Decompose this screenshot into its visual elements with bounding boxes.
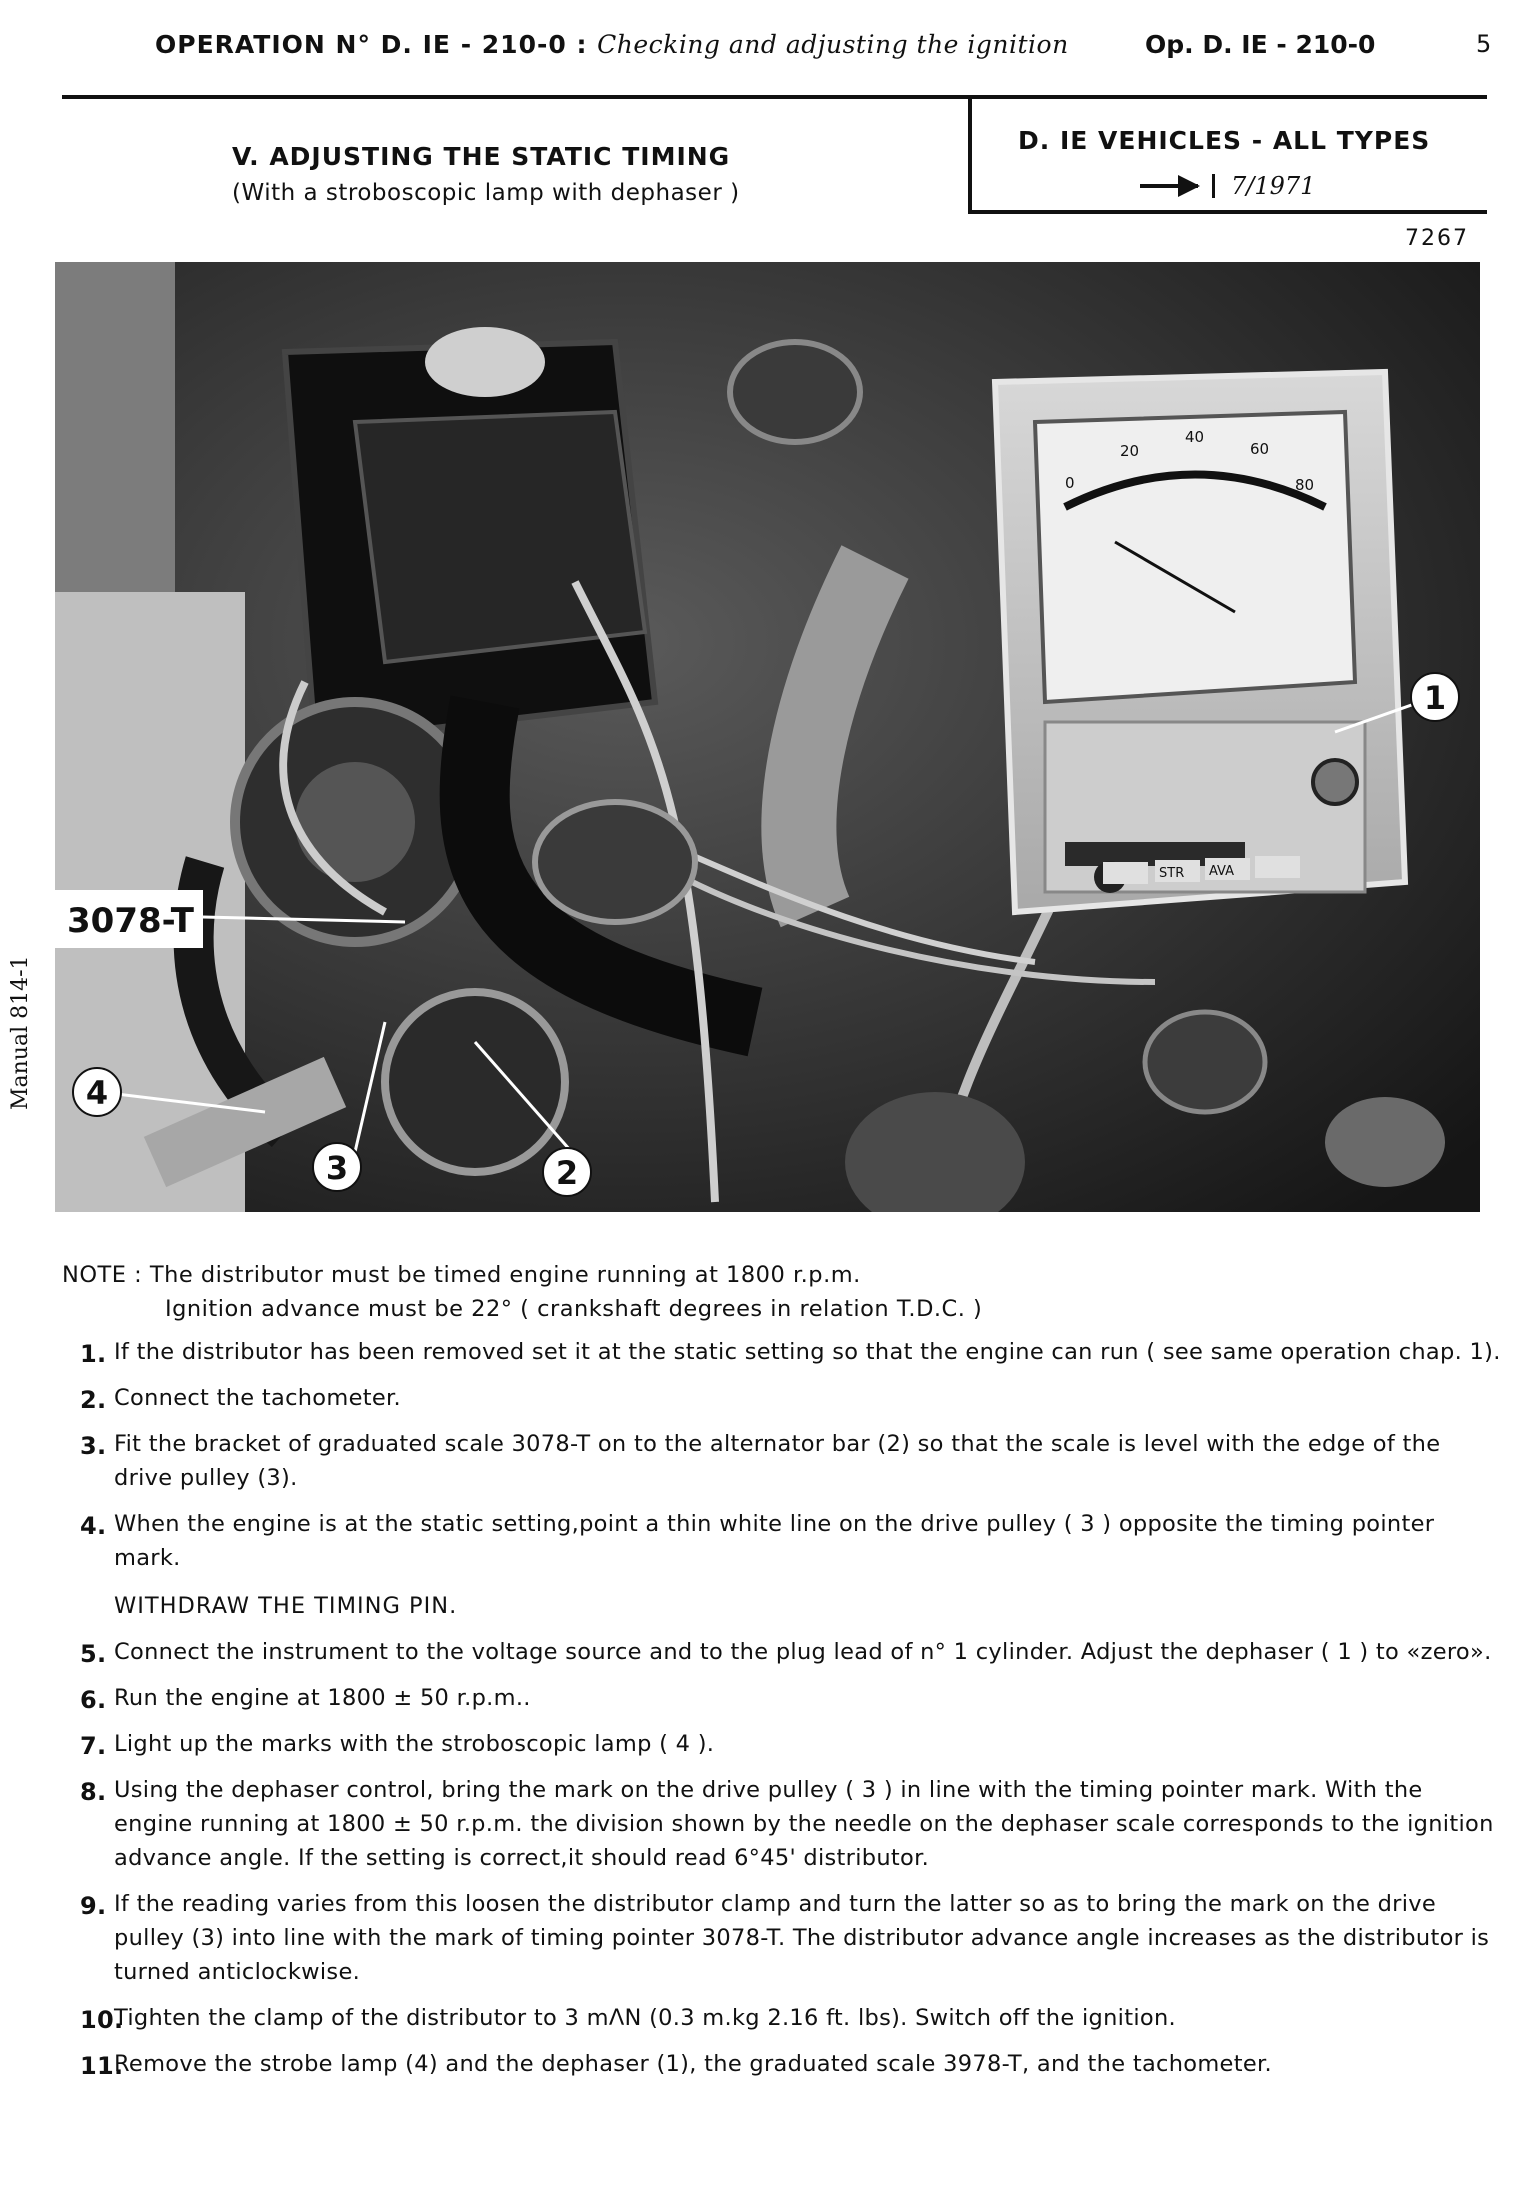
step-text: If the distributor has been removed set it at the static setting so that the engine can run ( see same operation chap. 1). xyxy=(114,1339,1501,1365)
meter-scale-0: 0 xyxy=(1065,474,1075,492)
step-number: 9. xyxy=(80,1892,107,1920)
page-number: 5 xyxy=(1476,30,1492,58)
figure-number: 7267 xyxy=(1405,226,1469,251)
step-text: Fit the bracket of graduated scale 3078-T on to the alternator bar (2) so that the scale is level with the edge of the drive pulley (3). xyxy=(114,1431,1441,1491)
manual-reference: Manual 814-1 xyxy=(8,955,33,1110)
note-block xyxy=(62,1258,982,1326)
step-item xyxy=(62,2047,1502,2081)
meter-button-ava: AVA xyxy=(1209,864,1235,879)
step-number: 6. xyxy=(80,1686,107,1714)
step-text: When the engine is at the static setting,point a thin white line on the drive pulley ( 3 ) opposite the timing pointer mark. xyxy=(114,1511,1435,1571)
dephaser-meter xyxy=(995,372,1405,912)
header-rule xyxy=(62,95,1487,99)
step-item xyxy=(62,1727,1502,1761)
section-subtitle: (With a stroboscopic lamp with dephaser ) xyxy=(232,180,740,206)
header-box-bottom-rule xyxy=(968,210,1487,214)
arrow-stop-bar xyxy=(1212,174,1215,198)
engine-bay-illustration xyxy=(55,262,1480,1212)
step-item xyxy=(62,1507,1502,1623)
operation-subtitle: Checking and adjusting the ignition xyxy=(597,30,1069,59)
note-line-1: NOTE : The distributor must be timed engine running at 1800 r.p.m. xyxy=(62,1262,861,1288)
meter-scale-20: 20 xyxy=(1120,442,1140,460)
step-number: 5. xyxy=(80,1640,107,1668)
step-item xyxy=(62,1381,1502,1415)
arrow-right-icon xyxy=(1140,184,1198,188)
step-number: 11. xyxy=(80,2052,124,2080)
step-item xyxy=(62,1427,1502,1495)
step-number: 2. xyxy=(80,1386,107,1414)
step-text: Light up the marks with the stroboscopic lamp ( 4 ). xyxy=(114,1731,715,1757)
step-text: Run the engine at 1800 ± 50 r.p.m.. xyxy=(114,1685,531,1711)
callout-1: 1 xyxy=(1423,679,1447,717)
step-text: If the reading varies from this loosen the distributor clamp and turn the latter so as to bring the mark on the drive pulley (3) into line with the mark of timing pointer 3078-T. The distributor advance angle increases as the distributor is turned anticlockwise. xyxy=(114,1891,1490,1985)
procedure-steps xyxy=(62,1335,1502,2093)
step-item xyxy=(62,2001,1502,2035)
step-text: Using the dephaser control, bring the mark on the drive pulley ( 3 ) in line with the timing pointer mark. With the engine running at 1800 ± 50 r.p.m. the division shown by the needle on the dephaser scale corresponds to the ignition advance angle. If the setting is correct,it should read 6°45' distributor. xyxy=(114,1777,1494,1871)
meter-scale-60: 60 xyxy=(1250,440,1270,458)
step-number: 4. xyxy=(80,1512,107,1540)
step-number: 3. xyxy=(80,1432,107,1460)
step-warning: WITHDRAW THE TIMING PIN. xyxy=(114,1593,458,1619)
tool-label: 3078-T xyxy=(67,901,194,941)
operation-number: OPERATION N° D. IE - 210-0 : xyxy=(155,30,598,59)
step-item xyxy=(62,1335,1502,1369)
step-text: Connect the tachometer. xyxy=(114,1385,401,1411)
step-number: 1. xyxy=(80,1340,107,1368)
callout-2: 2 xyxy=(555,1154,579,1192)
meter-scale-40: 40 xyxy=(1185,428,1205,446)
engine-photo xyxy=(55,262,1480,1212)
vehicles-label: D. IE VEHICLES - ALL TYPES xyxy=(1018,126,1431,155)
operation-title xyxy=(155,30,1069,59)
step-text: Connect the instrument to the voltage source and to the plug lead of n° 1 cylinder. Adjust the dephaser ( 1 ) to «zero». xyxy=(114,1639,1492,1665)
step-number: 7. xyxy=(80,1732,107,1760)
operation-code: Op. D. IE - 210-0 xyxy=(1145,30,1376,59)
meter-scale-80: 80 xyxy=(1295,476,1315,494)
callout-3: 3 xyxy=(325,1149,349,1187)
step-item xyxy=(62,1635,1502,1669)
header-box-divider xyxy=(968,95,972,213)
vehicles-date: 7/1971 xyxy=(1231,172,1316,200)
step-text: Tighten the clamp of the distributor to 3 mΛN (0.3 m.kg 2.16 ft. lbs). Switch off the ignition. xyxy=(114,2005,1176,2031)
note-line-2: Ignition advance must be 22° ( crankshaft degrees in relation T.D.C. ) xyxy=(165,1296,983,1322)
step-item xyxy=(62,1681,1502,1715)
section-title: V. ADJUSTING THE STATIC TIMING xyxy=(232,142,731,171)
step-item xyxy=(62,1773,1502,1875)
date-applicability xyxy=(1140,168,1315,204)
meter-button-str: STR xyxy=(1159,866,1185,881)
step-text: Remove the strobe lamp (4) and the dephaser (1), the graduated scale 3978-T, and the tachometer. xyxy=(114,2051,1272,2077)
step-item xyxy=(62,1887,1502,1989)
step-number: 10. xyxy=(80,2006,124,2034)
callout-4: 4 xyxy=(85,1074,109,1112)
step-number: 8. xyxy=(80,1778,107,1806)
